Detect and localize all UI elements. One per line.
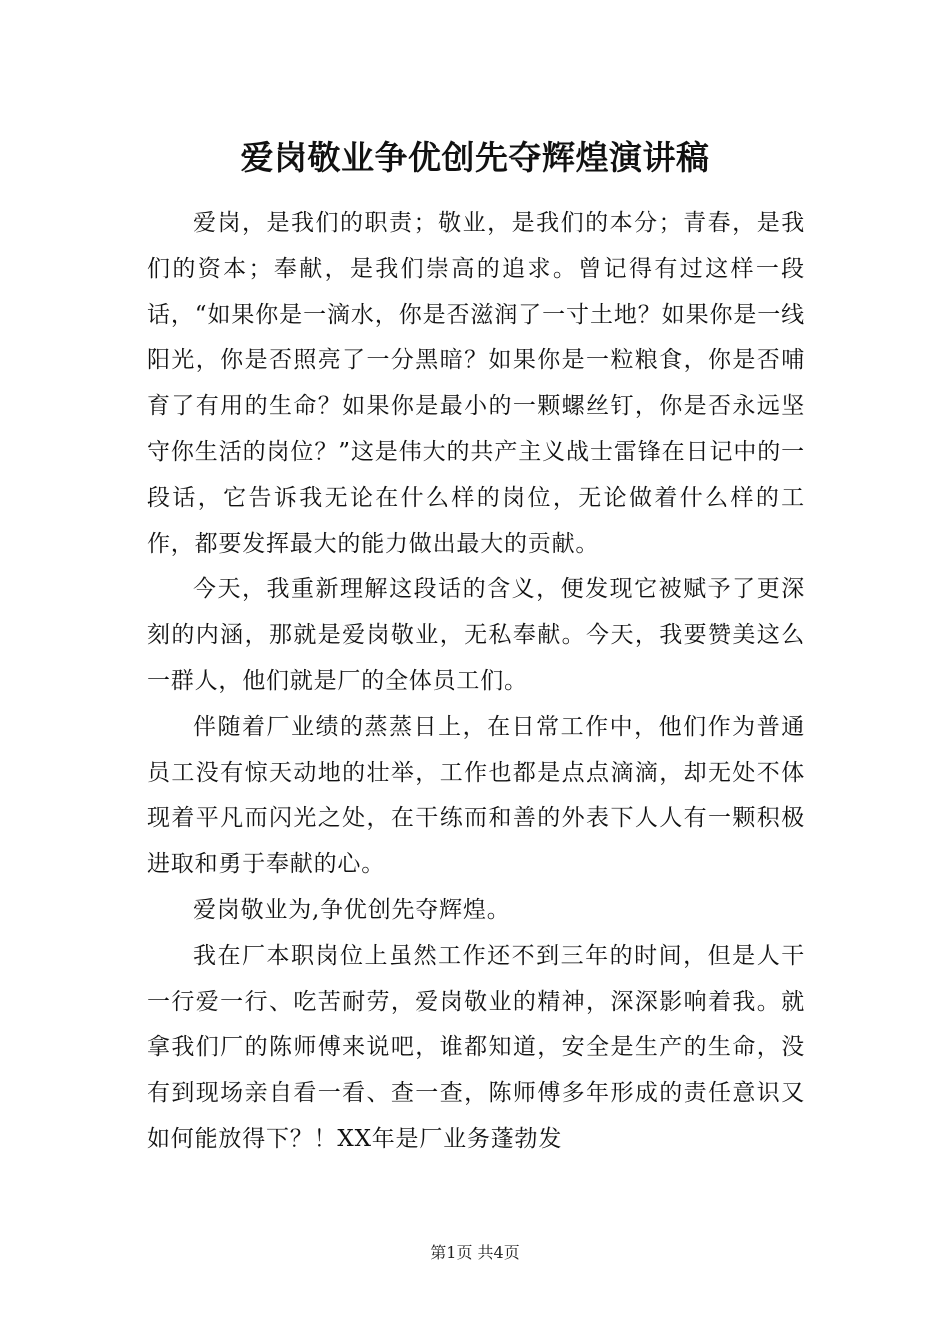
document-title: 爱岗敬业争优创先夺辉煌演讲稿 — [240, 138, 710, 177]
paragraph-2: 今天，我重新理解这段话的含义，便发现它被赋予了更深刻的内涵，那就是爱岗敬业，无私奉献。今天，我要赞美这么一群人，他们就是厂的全体员工们。 — [147, 576, 805, 694]
paragraph-4: 爱岗敬业为,争优创先夺辉煌。 — [193, 896, 511, 923]
paragraph-5: 我在厂本职岗位上虽然工作还不到三年的时间，但是人干一行爱一行、吃苦耐劳，爱岗敬业的精神，深深影响着我。就拿我们厂的陈师傅来说吧，谁都知道，安全是生产的生命，没有到现场亲自看一看、查一查，陈师傅多年形成的责任意识又如何能放得下？！XX年是厂业务蓬勃发 — [147, 942, 805, 1152]
document-body — [147, 201, 805, 1163]
page-footer: 第1页 共4页 — [430, 1243, 520, 1262]
paragraph-1: 爱岗，是我们的职责；敬业，是我们的本分；青春，是我们的资本；奉献，是我们崇高的追求。曾记得有过这样一段话，“如果你是一滴水，你是否滋润了一寸土地？如果你是一线阳光，你是否照亮了一分黑暗？如果你是一粒粮食，你是否哺育了有用的生命？如果你是最小的一颗螺丝钉，你是否永远坚守你生活的岗位？”这是伟大的共产主义战士雷锋在日记中的一段话，它告诉我无论在什么样的岗位，无论做着什么样的工作，都要发挥最大的能力做出最大的贡献。 — [147, 210, 805, 557]
paragraph-3: 伴随着厂业绩的蒸蒸日上，在日常工作中，他们作为普通员工没有惊天动地的壮举，工作也都是点点滴滴，却无处不体现着平凡而闪光之处，在干练而和善的外表下人人有一颗积极进取和勇于奉献的心。 — [147, 713, 805, 878]
